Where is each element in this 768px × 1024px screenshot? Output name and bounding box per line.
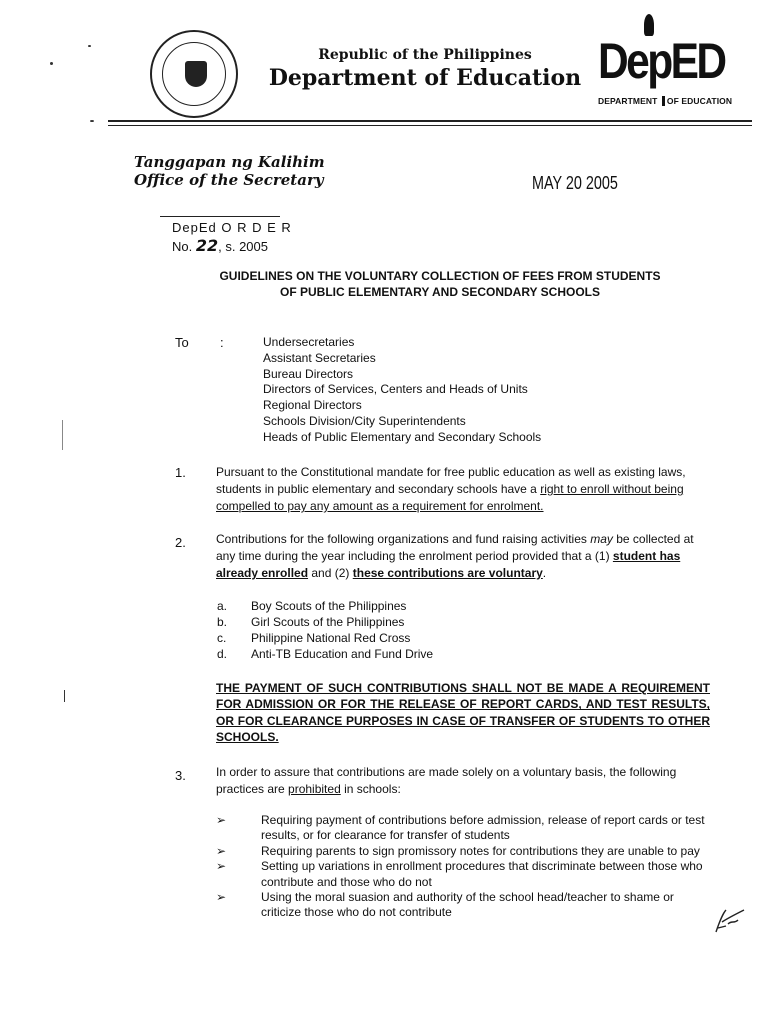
recipient-item: Schools Division/City Superintendents	[263, 413, 466, 428]
deped-seal-icon	[150, 30, 238, 118]
para1-text-a: Pursuant to the Constitutional mandate for free public education as well as existing laws, students in public elementary and secondary schools have a	[216, 465, 686, 496]
arrow-bullet-icon: ➢	[216, 890, 227, 905]
arrow-bullet-icon: ➢	[216, 843, 227, 858]
list-item	[216, 890, 712, 921]
scan-speck	[88, 45, 91, 47]
para3-number: 3.	[175, 768, 186, 783]
list-item	[217, 646, 433, 662]
list-item-text: Requiring parents to sign promissory notes for contributions they are unable to pay	[261, 843, 700, 858]
para1-text-underlined: right to enroll without being compelled to pay any amount as a requirement for enrolment.	[216, 482, 684, 513]
para2-text-d: .	[542, 566, 547, 580]
order-no-value: 22	[195, 236, 219, 255]
list-item	[216, 859, 712, 890]
list-item-text: Anti-TB Education and Fund Drive	[251, 647, 434, 661]
header-rule-thin	[108, 125, 752, 126]
recipient-item: Heads of Public Elementary and Secondary Schools	[263, 429, 542, 444]
order-no-label: No.	[172, 239, 193, 254]
deped-logo: DepED	[598, 33, 725, 89]
order-rule	[160, 216, 280, 217]
recipient-item: Assistant Secretaries	[263, 350, 376, 365]
recipient-item: Bureau Directors	[263, 366, 354, 381]
date-stamp: MAY 20 2005	[532, 173, 618, 193]
list-item-letter: d.	[217, 647, 228, 661]
list-item	[217, 614, 433, 630]
list-item-text: Girl Scouts of the Philippines	[251, 615, 405, 629]
list-item	[217, 598, 433, 614]
para1-text	[216, 464, 714, 515]
list-item-text: Requiring payment of contributions before admission, release of report cards or test results, or for clearance for transfer of students	[261, 813, 705, 843]
scan-speck	[50, 62, 53, 65]
scan-speck	[62, 420, 63, 450]
subject-line-2: OF PUBLIC ELEMENTARY AND SECONDARY SCHOOLS	[279, 285, 601, 299]
list-item-text: Using the moral suasion and authority of the school head/teacher to shame or criticize those who do not contribute	[261, 890, 674, 920]
list-item	[216, 813, 712, 844]
list-item-letter: b.	[217, 615, 228, 629]
subject-line-1: GUIDELINES ON THE VOLUNTARY COLLECTION OF FEES FROM STUDENTS	[219, 269, 661, 283]
department-heading: Department of Education	[268, 65, 582, 91]
para2-text-c: and (2)	[308, 566, 353, 580]
office-line-english: Office of the Secretary	[134, 171, 324, 189]
para3-text	[216, 764, 714, 798]
organization-list	[217, 598, 433, 662]
list-item-text: Philippine National Red Cross	[251, 631, 411, 645]
order-title: DepEd O R D E R	[172, 220, 292, 235]
list-item	[216, 844, 712, 859]
to-label: To	[175, 335, 189, 350]
seal-inner-ring	[162, 42, 226, 106]
para2-text-b: be collected at any time during the year including the enrolment period provided that a (1)	[216, 532, 694, 563]
subject-heading	[160, 268, 720, 300]
prohibited-practices-list	[216, 813, 712, 921]
para3-text-a: In order to assure that contributions are made solely on a voluntary basis, the following practices are	[216, 765, 677, 796]
arrow-bullet-icon: ➢	[216, 813, 227, 827]
para3-text-b: in schools:	[340, 782, 401, 796]
list-item-text: Setting up variations in enrollment procedures that discriminate between those who contribute and those who do not	[261, 859, 703, 889]
office-line-tagalog: Tanggapan ng Kalihim	[134, 153, 325, 171]
recipient-item: Directors of Services, Centers and Heads of Units	[263, 382, 528, 397]
para2-text-enrolled: student has already enrolled	[216, 549, 681, 580]
scan-speck	[90, 120, 94, 122]
para2-text-may: may	[590, 532, 613, 546]
recipient-list	[263, 335, 541, 446]
para2-number: 2.	[175, 535, 186, 550]
order-series: , s. 2005	[218, 239, 268, 254]
para2-text	[216, 531, 714, 582]
recipient-item: Regional Directors	[263, 398, 362, 413]
para2-text-a: Contributions for the following organizations and fund raising activities	[216, 532, 591, 546]
arrow-bullet-icon: ➢	[216, 859, 227, 874]
contribution-warning: THE PAYMENT OF SUCH CONTRIBUTIONS SHALL NOT BE MADE A REQUIREMENT FOR ADMISSION OR FOR THE RELEASE OF REPORT CARDS, AND TEST RESULTS, OR FOR CLEARANCE PURPOSES IN CASE OF TRANSFER OF STUDENTS TO OTHER SCHOOLS.	[216, 681, 710, 745]
handwritten-initials-icon	[712, 906, 748, 936]
order-number	[172, 236, 268, 255]
to-colon: :	[220, 335, 224, 350]
logo-subtitle-left: DEPARTMENT	[598, 96, 658, 106]
deped-logo-subtitle	[598, 96, 732, 106]
para2-text-voluntary: these contributions are voluntary	[352, 566, 543, 580]
republic-heading: Republic of the Philippines	[318, 47, 532, 63]
seal-shield	[185, 61, 207, 87]
para1-number: 1.	[175, 465, 186, 480]
para3-text-prohibited: prohibited	[288, 782, 341, 796]
list-item-letter: a.	[217, 599, 228, 613]
scan-speck	[64, 690, 65, 702]
list-item	[217, 630, 433, 646]
recipient-item: Undersecretaries	[263, 335, 355, 349]
header-rule-thick	[108, 120, 752, 122]
logo-subtitle-right: OF EDUCATION	[666, 96, 733, 106]
list-item-text: Boy Scouts of the Philippines	[251, 599, 407, 613]
list-item-letter: c.	[217, 631, 227, 645]
